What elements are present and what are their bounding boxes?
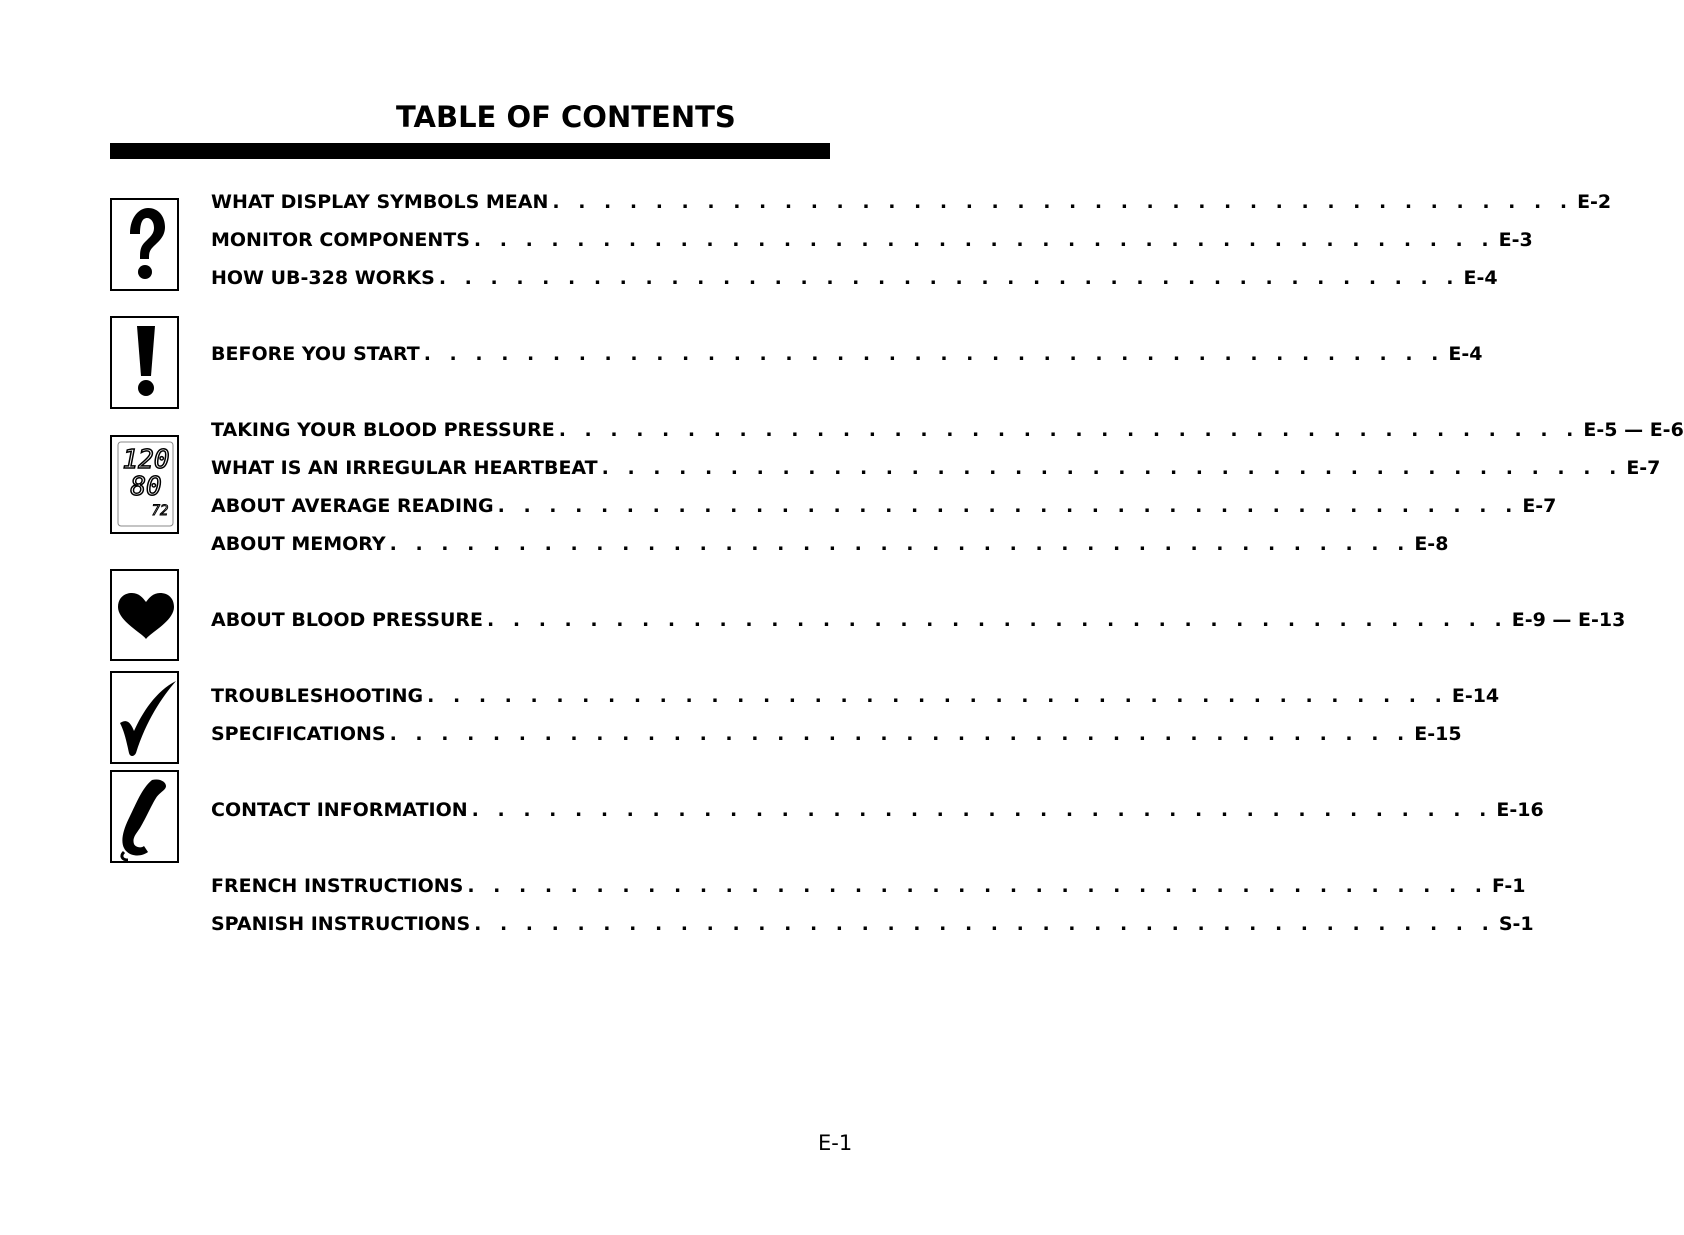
display-systolic: 120 xyxy=(122,445,170,475)
checkmark-icon xyxy=(110,671,179,764)
dot-leader: . . . . . . . . . . . . . . . . . . . . . . . . . . . . . . . . . . . . . . . . xyxy=(474,913,1495,935)
toc-entry-page: S-1 xyxy=(1498,913,1534,935)
toc-entry-title: BEFORE YOU START xyxy=(211,343,420,365)
display-diastolic: 80 xyxy=(130,472,162,502)
display-pulse: 72 xyxy=(151,503,169,519)
dot-leader: . . . . . . . . . . . . . . . . . . . . . . . . . . . . . . . . . . . . . . . . xyxy=(438,267,1460,289)
dot-leader: . . . . . . . . . . . . . . . . . . . . . . . . . . . . . . . . . . . . . . . . xyxy=(601,457,1623,479)
toc-entry-page: E-5 — E-6 xyxy=(1583,419,1684,441)
title-rule xyxy=(110,143,830,159)
question-mark-icon xyxy=(110,198,179,291)
toc-entry-spanish-instructions[interactable] xyxy=(211,910,1534,938)
dot-leader: . . . . . . . . . . . . . . . . . . . . . . . . . . . . . . . . . . . . . . . . xyxy=(487,609,1508,631)
toc-entry-irregular-heartbeat[interactable] xyxy=(211,454,1661,482)
toc-entry-page: E-9 — E-13 xyxy=(1511,609,1626,631)
page-title: TABLE OF CONTENTS xyxy=(396,100,736,134)
page-number: E-1 xyxy=(818,1131,853,1155)
toc-entry-page: E-3 xyxy=(1498,229,1533,251)
toc-entry-french-instructions[interactable] xyxy=(211,872,1526,900)
dot-leader: . . . . . . . . . . . . . . . . . . . . . . . . . . . . . . . . . . . . . . . . xyxy=(467,875,1489,897)
toc-entry-title: ABOUT MEMORY xyxy=(211,533,386,555)
dot-leader: . . . . . . . . . . . . . . . . . . . . . . . . . . . . . . . . . . . . . . . . xyxy=(558,419,1580,441)
toc-entry-title: WHAT IS AN IRREGULAR HEARTBEAT xyxy=(211,457,598,479)
toc-entry-page: E-7 xyxy=(1522,495,1557,517)
toc-entry-monitor-components[interactable] xyxy=(211,226,1533,254)
toc-entry-title: WHAT DISPLAY SYMBOLS MEAN xyxy=(211,191,549,213)
toc-entry-title: FRENCH INSTRUCTIONS xyxy=(211,875,464,897)
toc-entry-specifications[interactable] xyxy=(211,720,1462,748)
toc-entry-page: E-15 xyxy=(1414,723,1462,745)
toc-entry-about-memory[interactable] xyxy=(211,530,1449,558)
toc-entry-title: ABOUT AVERAGE READING xyxy=(211,495,494,517)
toc-entry-title: HOW UB-328 WORKS xyxy=(211,267,435,289)
toc-entry-about-blood-pressure[interactable] xyxy=(211,606,1626,634)
toc-entry-page: E-2 xyxy=(1577,191,1612,213)
toc-entry-page: E-14 xyxy=(1451,685,1500,707)
toc-entry-contact-information[interactable] xyxy=(211,796,1544,824)
toc-entry-how-it-works[interactable] xyxy=(211,264,1498,292)
toc-entry-title: TAKING YOUR BLOOD PRESSURE xyxy=(211,419,555,441)
dot-leader: . . . . . . . . . . . . . . . . . . . . . . . . . . . . . . . . . . . . . . . . xyxy=(473,229,1495,251)
dot-leader: . . . . . . . . . . . . . . . . . . . . . . . . . . . . . . . . . . . . . . . . xyxy=(389,533,1411,555)
toc-entry-taking-blood-pressure[interactable] xyxy=(211,416,1684,444)
toc-entry-troubleshooting[interactable] xyxy=(211,682,1500,710)
toc-entry-before-you-start[interactable] xyxy=(211,340,1483,368)
toc-entry-display-symbols[interactable] xyxy=(211,188,1612,216)
dot-leader: . . . . . . . . . . . . . . . . . . . . . . . . . . . . . . . . . . . . . . . . xyxy=(427,685,1448,707)
dot-leader: . . . . . . . . . . . . . . . . . . . . . . . . . . . . . . . . . . . . . . . . xyxy=(423,343,1445,365)
toc-entry-title: ABOUT BLOOD PRESSURE xyxy=(211,609,484,631)
exclamation-mark-icon xyxy=(110,316,179,409)
dot-leader: . . . . . . . . . . . . . . . . . . . . . . . . . . . . . . . . . . . . . . . . xyxy=(497,495,1519,517)
toc-entry-title: SPANISH INSTRUCTIONS xyxy=(211,913,471,935)
dot-leader: . . . . . . . . . . . . . . . . . . . . . . . . . . . . . . . . . . . . . . . . xyxy=(389,723,1411,745)
toc-entry-title: MONITOR COMPONENTS xyxy=(211,229,470,251)
dot-leader: . . . . . . . . . . . . . . . . . . . . . . . . . . . . . . . . . . . . . . . . xyxy=(471,799,1493,821)
toc-entry-page: E-16 xyxy=(1496,799,1544,821)
blood-pressure-display-icon xyxy=(110,435,179,534)
toc-entry-page: F-1 xyxy=(1492,875,1526,897)
toc-entry-page: E-4 xyxy=(1448,343,1483,365)
toc-entry-average-reading[interactable] xyxy=(211,492,1557,520)
toc-entry-page: E-4 xyxy=(1463,267,1498,289)
heart-icon xyxy=(110,569,179,661)
dot-leader: . . . . . . . . . . . . . . . . . . . . . . . . . . . . . . . . . . . . . . . . xyxy=(552,191,1574,213)
toc-entry-page: E-7 xyxy=(1626,457,1661,479)
toc-entry-page: E-8 xyxy=(1414,533,1449,555)
toc-entry-title: SPECIFICATIONS xyxy=(211,723,386,745)
toc-entry-title: CONTACT INFORMATION xyxy=(211,799,468,821)
toc-entry-title: TROUBLESHOOTING xyxy=(211,685,424,707)
telephone-icon xyxy=(110,770,179,863)
